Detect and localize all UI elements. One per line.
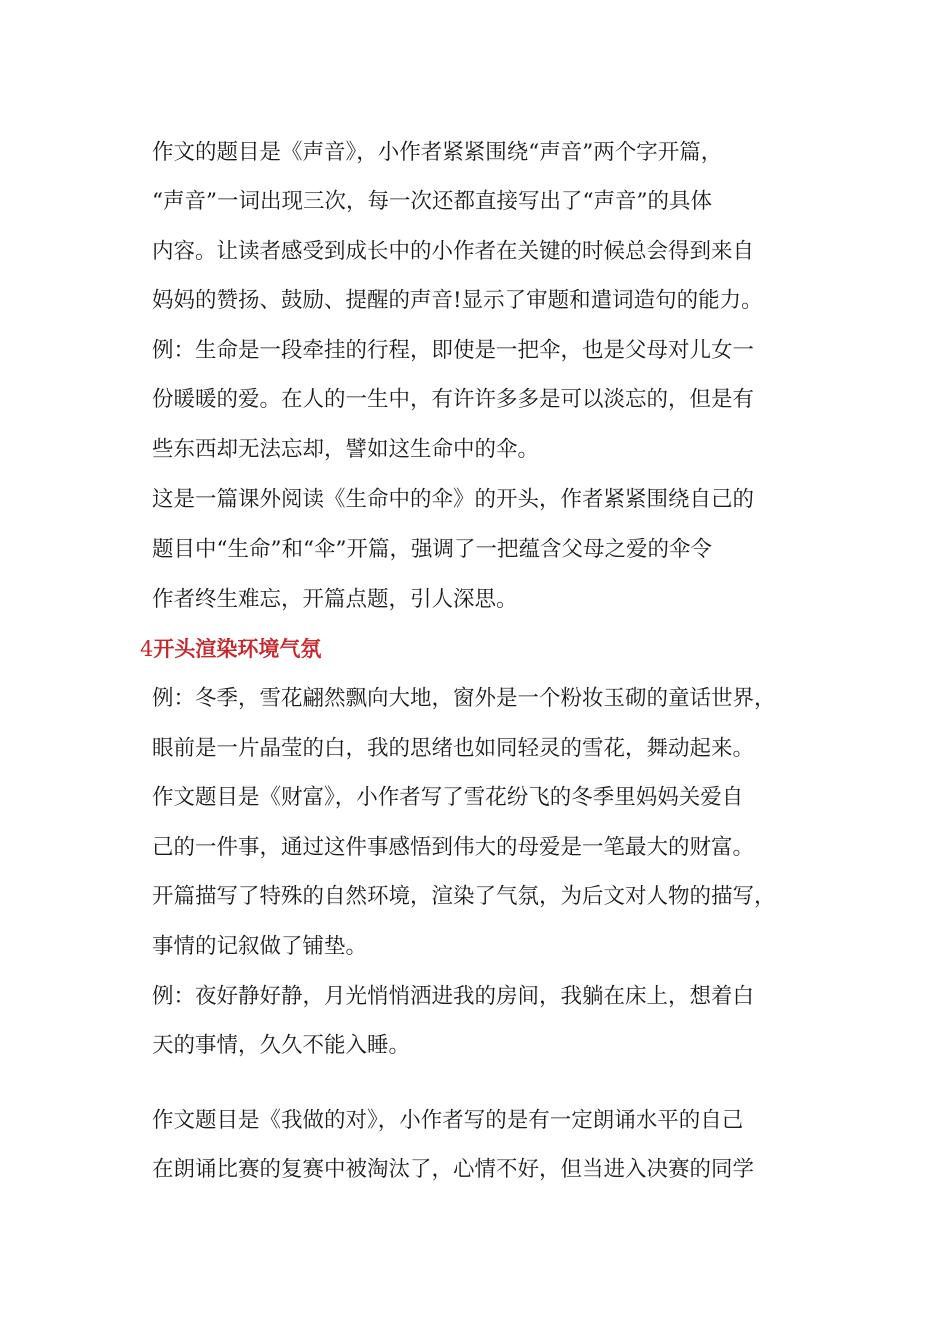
text-line: 己的一件事，通过这件事感悟到伟大的母爱是一笔最大的财富。 [152,835,755,860]
text-line: 例：夜好静好静，月光悄悄洒进我的房间，我躺在床上，想着白 [152,984,755,1009]
text-line: 题目中“生命”和“伞”开篇，强调了一把蕴含父母之爱的伞令 [152,537,712,562]
text-line: 份暖暖的爱。在人的一生中，有许许多多是可以淡忘的，但是有 [152,387,755,412]
text-line: 在朗诵比赛的复赛中被淘汰了，心情不好，但当进入决赛的同学 [152,1157,755,1182]
text-line: 些东西却无法忘却，譬如这生命中的伞。 [152,437,540,462]
text-line: “声音”一词出现三次，每一次还都直接写出了“声音”的具体 [152,189,712,214]
text-line: 眼前是一片晶莹的白，我的思绪也如同轻灵的雪花，舞动起来。 [152,736,755,761]
text-line: 作文的题目是《声音》，小作者紧紧围绕“声音”两个字开篇， [152,140,723,165]
section-number: 4 [140,637,154,661]
section-title: 开头渲染环境气氛 [153,637,322,661]
text-line: 例：生命是一段牵挂的行程，即使是一把伞，也是父母对儿女一 [152,338,755,363]
text-line: 这是一篇课外阅读《生命中的伞》的开头，作者紧紧围绕自己的 [152,487,755,512]
text-line: 妈妈的赞扬、鼓励、提醒的声音!显示了审题和遣词造句的能力。 [152,288,763,313]
text-line: 内容。让读者感受到成长中的小作者在关键的时候总会得到来自 [152,239,755,264]
text-line: 事情的记叙做了铺垫。 [152,934,368,959]
text-line: 作文题目是《我做的对》，小作者写的是有一定朗诵水平的自己 [152,1108,744,1133]
text-line: 作文题目是《财富》，小作者写了雪花纷飞的冬季里妈妈关爱自 [152,785,744,810]
text-line: 例：冬季，雪花翩然飘向大地，窗外是一个粉妆玉砌的童话世界， [152,686,776,711]
text-line: 天的事情，久久不能入睡。 [152,1033,411,1058]
section-heading [140,634,321,664]
text-line: 作者终生难忘，开篇点题，引人深思。 [152,587,518,612]
text-line: 开篇描写了特殊的自然环境，渲染了气氛，为后文对人物的描写， [152,884,776,909]
